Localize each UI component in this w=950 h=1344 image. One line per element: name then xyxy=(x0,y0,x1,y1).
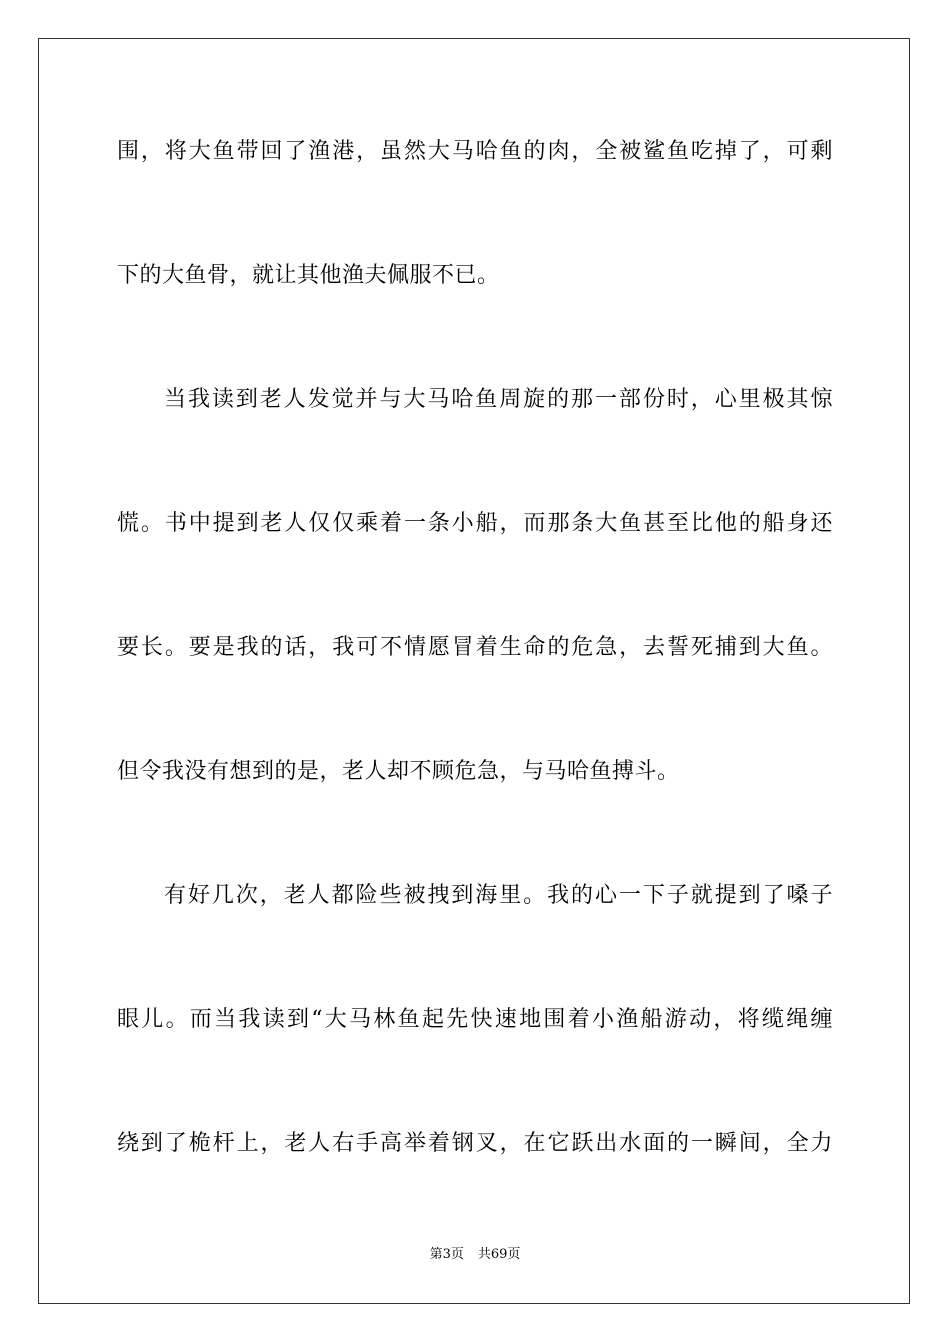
page-footer xyxy=(0,1246,950,1264)
text-line-6: 但令我没有想到的是，老人却不顾危急，与马哈鱼搏斗。 xyxy=(117,759,680,784)
text-line-1: 围，将大鱼带回了渔港，虽然大马哈鱼的肉，全被鲨鱼吃掉了，可剩 xyxy=(117,139,833,164)
total-pages: 共69页 xyxy=(477,1247,521,1262)
text-line-2: 下的大鱼骨，就让其他渔夫佩服不已。 xyxy=(117,263,500,288)
text-line-8: 眼儿。而当我读到“大马林鱼起先快速地围着小渔船游动，将缆绳缠 xyxy=(117,1007,833,1032)
text-line-9: 绕到了桅杆上，老人右手高举着钢叉，在它跃出水面的一瞬间，全力 xyxy=(117,1131,833,1156)
text-line-5: 要长。要是我的话，我可不情愿冒着生命的危急，去誓死捕到大鱼。 xyxy=(117,635,833,660)
page-number: 第3页 xyxy=(429,1247,464,1262)
text-line-7: 有好几次，老人都险些被拽到海里。我的心一下子就提到了嗓子 xyxy=(164,883,833,908)
text-line-3: 当我读到老人发觉并与大马哈鱼周旋的那一部份时，心里极其惊 xyxy=(164,387,833,412)
text-line-4: 慌。书中提到老人仅仅乘着一条小船，而那条大鱼甚至比他的船身还 xyxy=(117,511,833,536)
page-border xyxy=(38,38,910,1304)
